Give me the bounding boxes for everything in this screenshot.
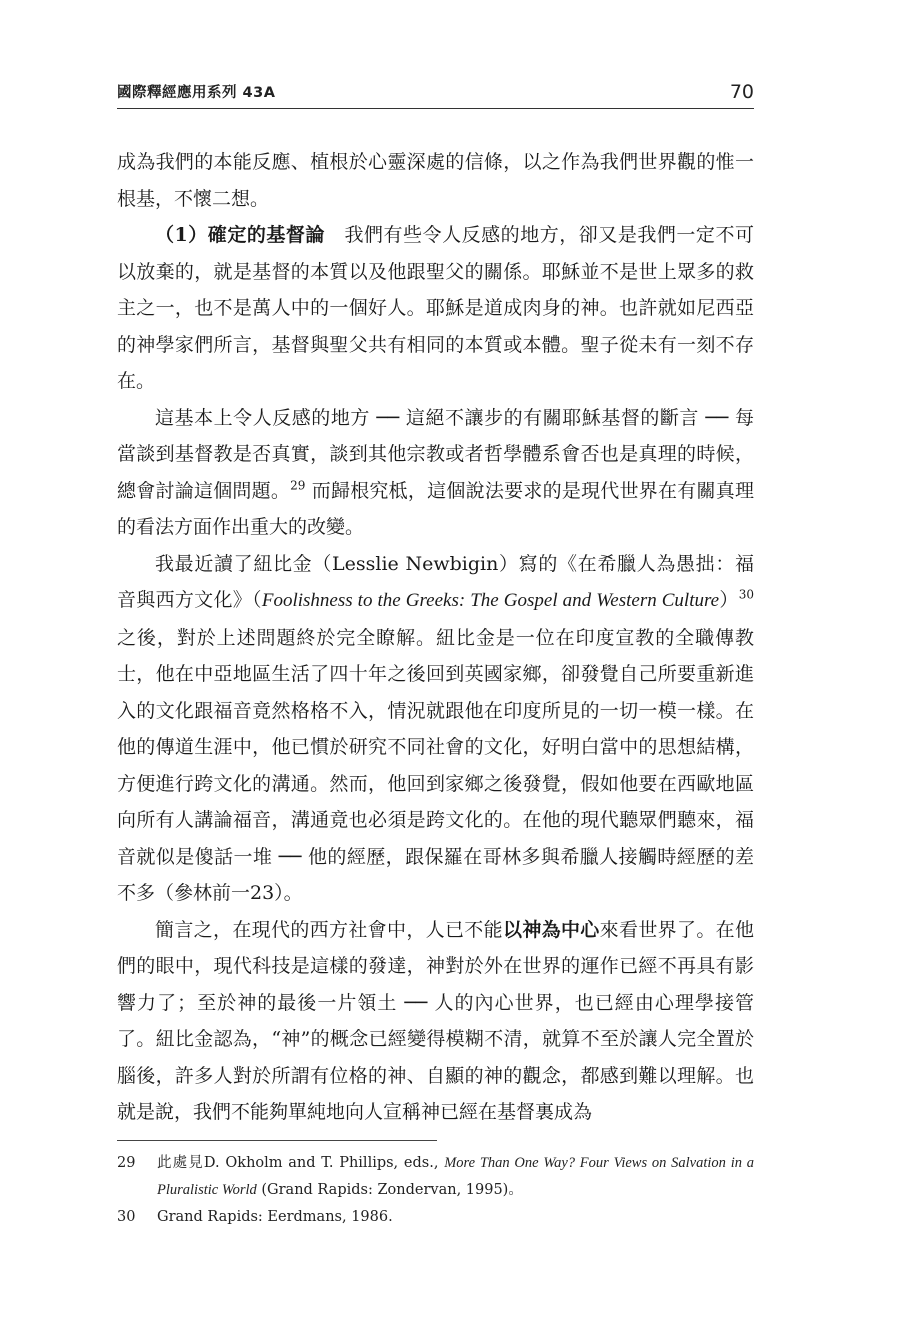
paragraph-1: [117, 144, 754, 217]
paragraph-4-close-paren: ）: [719, 589, 739, 611]
running-head: 國際釋經應用系列 43A: [117, 85, 276, 101]
book-title-english: Foolishness to the Greeks: The Gospel and Western Culture: [261, 590, 720, 611]
footnote-text-end: (Grand Rapids: Zondervan, 1995)。: [256, 1182, 523, 1198]
paragraph-3: [117, 400, 754, 546]
footnote-ref-30[interactable]: 30: [738, 587, 754, 602]
footnote-text: 此處見D. Okholm and T. Phillips, eds.,: [157, 1155, 445, 1171]
footnote-text: Grand Rapids: Eerdmans, 1986.: [157, 1209, 393, 1225]
footnote-book-title: More Than One Way? Four Views on Salvation in a Pluralistic World: [157, 1155, 754, 1198]
footnote-divider: [117, 1140, 437, 1141]
footnote-ref-29[interactable]: 29: [290, 478, 306, 493]
footnote-29: [117, 1150, 754, 1204]
paragraph-4: [117, 546, 754, 912]
page-header: [117, 78, 754, 109]
footnote-30: [117, 1204, 754, 1231]
main-body-text: [117, 144, 754, 1131]
footnotes: [117, 1150, 754, 1231]
paragraph-1-text: 成為我們的本能反應、植根於心靈深處的信條，以之作為我們世界觀的惟一根基，不懷二想。: [117, 151, 754, 210]
page-number: 70: [729, 81, 754, 103]
footnote-number: 30: [117, 1209, 136, 1225]
footnote-number: 29: [117, 1155, 136, 1171]
paragraph-2-text: 我們有些令人反感的地方，卻又是我們一定不可以放棄的，就是基督的本質以及他跟聖父的關係。耶穌並不是世上眾多的救主之一，也不是萬人中的一個好人。耶穌是道成肉身的神。也許就如尼西亞的神學家們所言，基督與聖父共有相同的本質或本體。聖子從未有一刻不存在。: [117, 224, 754, 392]
paragraph-3-text-b: 而歸根究柢，這個說法要求的是現代世界在有關真理的看法方面作出重大的改變。: [117, 479, 754, 538]
emphasis-god-centered: 以神為中心: [502, 918, 600, 941]
paragraph-2: [117, 217, 754, 400]
paragraph-3-text-a: 這基本上令人反感的地方 ── 這絕不讓步的有關耶穌基督的斷言 ── 每當談到基督教是否真實，談到其他宗教或者哲學體系會否也是真理的時候，總會討論這個問題。: [117, 406, 754, 502]
section-heading-christology: （1）確定的基督論: [155, 224, 325, 246]
paragraph-5: [117, 912, 754, 1131]
paragraph-4-text-b: 之後，對於上述問題終於完全瞭解。紐比金是一位在印度宣教的全職傳教士，他在中亞地區生活了四十年之後回到英國家鄉，卻發覺自己所要重新進入的文化跟福音竟然格格不入，情況就跟他在印度所見的一切一模一樣。在他的傳道生涯中，他已慣於研究不同社會的文化，好明白當中的思想結構，方便進行跨文化的溝通。然而，他回到家鄉之後發覺，假如他要在西歐地區向所有人講論福音，溝通竟也必須是跨文化的。在他的現代聽眾們聽來，福音就似是傻話一堆 ── 他的經歷，跟保羅在哥林多與希臘人接觸時經歷的差不多（參林前一23）。: [117, 626, 754, 904]
paragraph-4-text-a: 我最近讀了紐比金（Lesslie Newbigin）寫的《在希臘人為愚拙：福音與西方文化》（: [117, 552, 754, 611]
paragraph-5-text-a: 簡言之，在現代的西方社會中，人已不能: [155, 918, 503, 941]
paragraph-5-text-b: 來看世界了。在他們的眼中，現代科技是這樣的發達，神對於外在世界的運作已經不再具有影響力了；至於神的最後一片領土 ── 人的內心世界，也已經由心理學接管了。紐比金認為，“神”的概念已經變得模糊不清，就算不至於讓人完全置於腦後，許多人對於所謂有位格的神、自顯的神的觀念，都感到難以理解。也就是說，我們不能夠單純地向人宣稱神已經在基督裏成為: [117, 918, 754, 1123]
